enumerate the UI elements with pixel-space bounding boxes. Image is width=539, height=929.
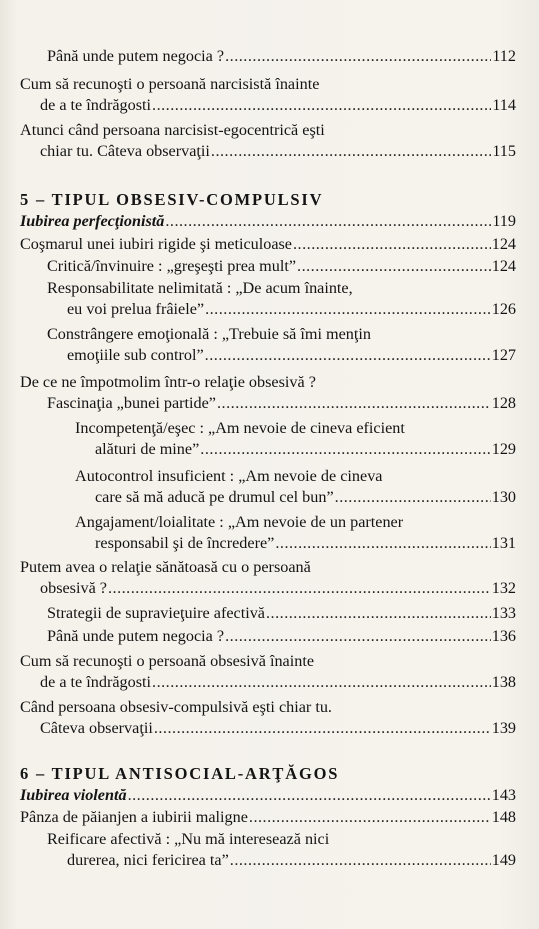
toc-entry-text: Coşmarul unei iubiri rigide şi meticuloase (20, 235, 292, 253)
toc-entry-text: Responsabilitate nelimitată : „De acum înainte, (47, 279, 353, 297)
toc-entry-text: care să mă aducă pe drumul cel bun” (95, 487, 334, 506)
toc-entry (20, 557, 516, 598)
dot-leader (205, 345, 491, 366)
toc-entry-text: Iubirea violentă (20, 786, 127, 804)
toc-entry-text: alături de mine” (95, 439, 200, 458)
toc-entry (20, 234, 516, 255)
toc-entry-text: Cum să recunoşti o persoană obsesivă înainte (20, 652, 314, 670)
toc-entry-text: Constrângere emoţională : „Trebuie să îmi menţin (47, 325, 371, 343)
page-number: 139 (491, 718, 516, 737)
toc-entry-text: Putem avea o relaţie sănătoasă cu o persoană (20, 558, 311, 576)
toc-entry-text: Atunci când persoana narcisist-egocentrică eşti (20, 121, 325, 139)
page-number: 129 (491, 439, 516, 458)
toc-entry (47, 393, 516, 414)
toc-entry (20, 651, 516, 692)
toc-entry (47, 324, 516, 365)
toc-entry-text: obsesivă ? (40, 578, 107, 597)
dot-leader (128, 785, 491, 806)
toc-entry (47, 626, 516, 647)
dot-leader (211, 141, 491, 162)
dot-leader (249, 807, 491, 828)
toc-entry (47, 256, 516, 277)
page-number: 148 (491, 808, 516, 826)
toc-entry (75, 466, 516, 507)
toc-entry-text: Critică/învinuire : „greşeşti prea mult” (47, 257, 297, 275)
page-number: 132 (491, 578, 516, 597)
toc-entry-text: Fascinaţia „bunei partide” (47, 394, 216, 412)
chapter-heading: 5 – TIPUL OBSESIV-COMPULSIV (20, 190, 324, 209)
toc-entry (75, 512, 516, 553)
toc-entry (47, 46, 516, 67)
dot-leader (225, 46, 491, 67)
toc-entry-text: Strategii de supravieţuire afectivă (47, 604, 265, 622)
dot-leader (205, 299, 491, 320)
page-number: 112 (492, 47, 516, 65)
toc-entry-text: eu voi prelua frâiele” (67, 299, 205, 318)
chapter-heading: 6 – TIPUL ANTISOCIAL-ARŢĂGOS (20, 764, 340, 783)
toc-entry (20, 211, 516, 232)
dot-leader (217, 393, 491, 414)
toc-entry-text: Pânza de păianjen a iubirii maligne (20, 808, 248, 826)
toc-entry-text: Până unde putem negocia ? (47, 47, 225, 65)
page-number: 128 (491, 394, 516, 412)
dot-leader (154, 718, 491, 739)
page-number: 124 (491, 235, 516, 253)
toc-entry-text: durerea, nici fericirea ta” (67, 850, 229, 869)
dot-leader (152, 95, 491, 116)
toc-entry (20, 74, 516, 115)
page-number: 130 (491, 487, 516, 506)
toc-entry-text: Când persoana obsesiv-compulsivă eşti chiar tu. (20, 698, 332, 716)
page-number: 124 (491, 257, 516, 275)
toc-entry (47, 829, 516, 870)
dot-leader (335, 487, 491, 508)
page-number: 133 (491, 604, 516, 622)
page-number: 138 (491, 672, 516, 691)
toc-entry-text: Până unde putem negocia ? (47, 627, 225, 645)
page-number: 143 (491, 786, 516, 804)
dot-leader (297, 256, 491, 277)
dot-leader (293, 234, 491, 255)
page-number: 149 (491, 850, 516, 869)
toc-entry (20, 785, 516, 806)
toc-entry-text: responsabil şi de încredere” (95, 533, 275, 552)
toc-entry-text: de a te îndrăgosti (40, 95, 152, 114)
toc-entry-text: De ce ne împotmolim într-o relaţie obsesivă ? (20, 373, 316, 391)
toc-entry-text: chiar tu. Câteva observaţii (40, 141, 210, 160)
dot-leader (275, 533, 490, 554)
toc-entry (20, 120, 516, 161)
toc-entry (75, 418, 516, 459)
toc-entry (20, 697, 516, 738)
page-number: 127 (491, 345, 516, 364)
dot-leader (230, 850, 491, 871)
toc-entry-text: Cum să recunoşti o persoană narcisistă înainte (20, 75, 320, 93)
dot-leader (266, 603, 491, 624)
toc-entry (47, 603, 516, 624)
dot-leader (152, 672, 491, 693)
page-number: 119 (492, 212, 516, 230)
toc-entry-text: de a te îndrăgosti (40, 672, 152, 691)
toc-entry (20, 372, 516, 393)
toc-entry-text: Câteva observaţii (40, 718, 153, 737)
toc-entry (47, 278, 516, 319)
page-number: 114 (492, 95, 516, 114)
dot-leader (200, 439, 490, 460)
page-number: 126 (491, 299, 516, 318)
page-number: 136 (491, 627, 516, 645)
toc-entry-text: Autocontrol insuficient : „Am nevoie de cineva (75, 467, 383, 485)
page-number: 131 (491, 533, 516, 552)
page-number: 115 (492, 141, 516, 160)
toc-entry-text: Iubirea perfecţionistă (20, 212, 165, 230)
toc-entry-text: Reificare afectivă : „Nu mă interesează nici (47, 830, 330, 848)
toc-entry-text: Incompetenţă/eşec : „Am nevoie de cineva eficient (75, 419, 405, 437)
toc-entry (20, 807, 516, 828)
dot-leader (108, 578, 491, 599)
dot-leader (225, 626, 491, 647)
toc-entry-text: emoţiile sub control” (67, 345, 204, 364)
dot-leader (165, 211, 491, 232)
toc-entry-text: Angajament/loialitate : „Am nevoie de un partener (75, 513, 404, 531)
